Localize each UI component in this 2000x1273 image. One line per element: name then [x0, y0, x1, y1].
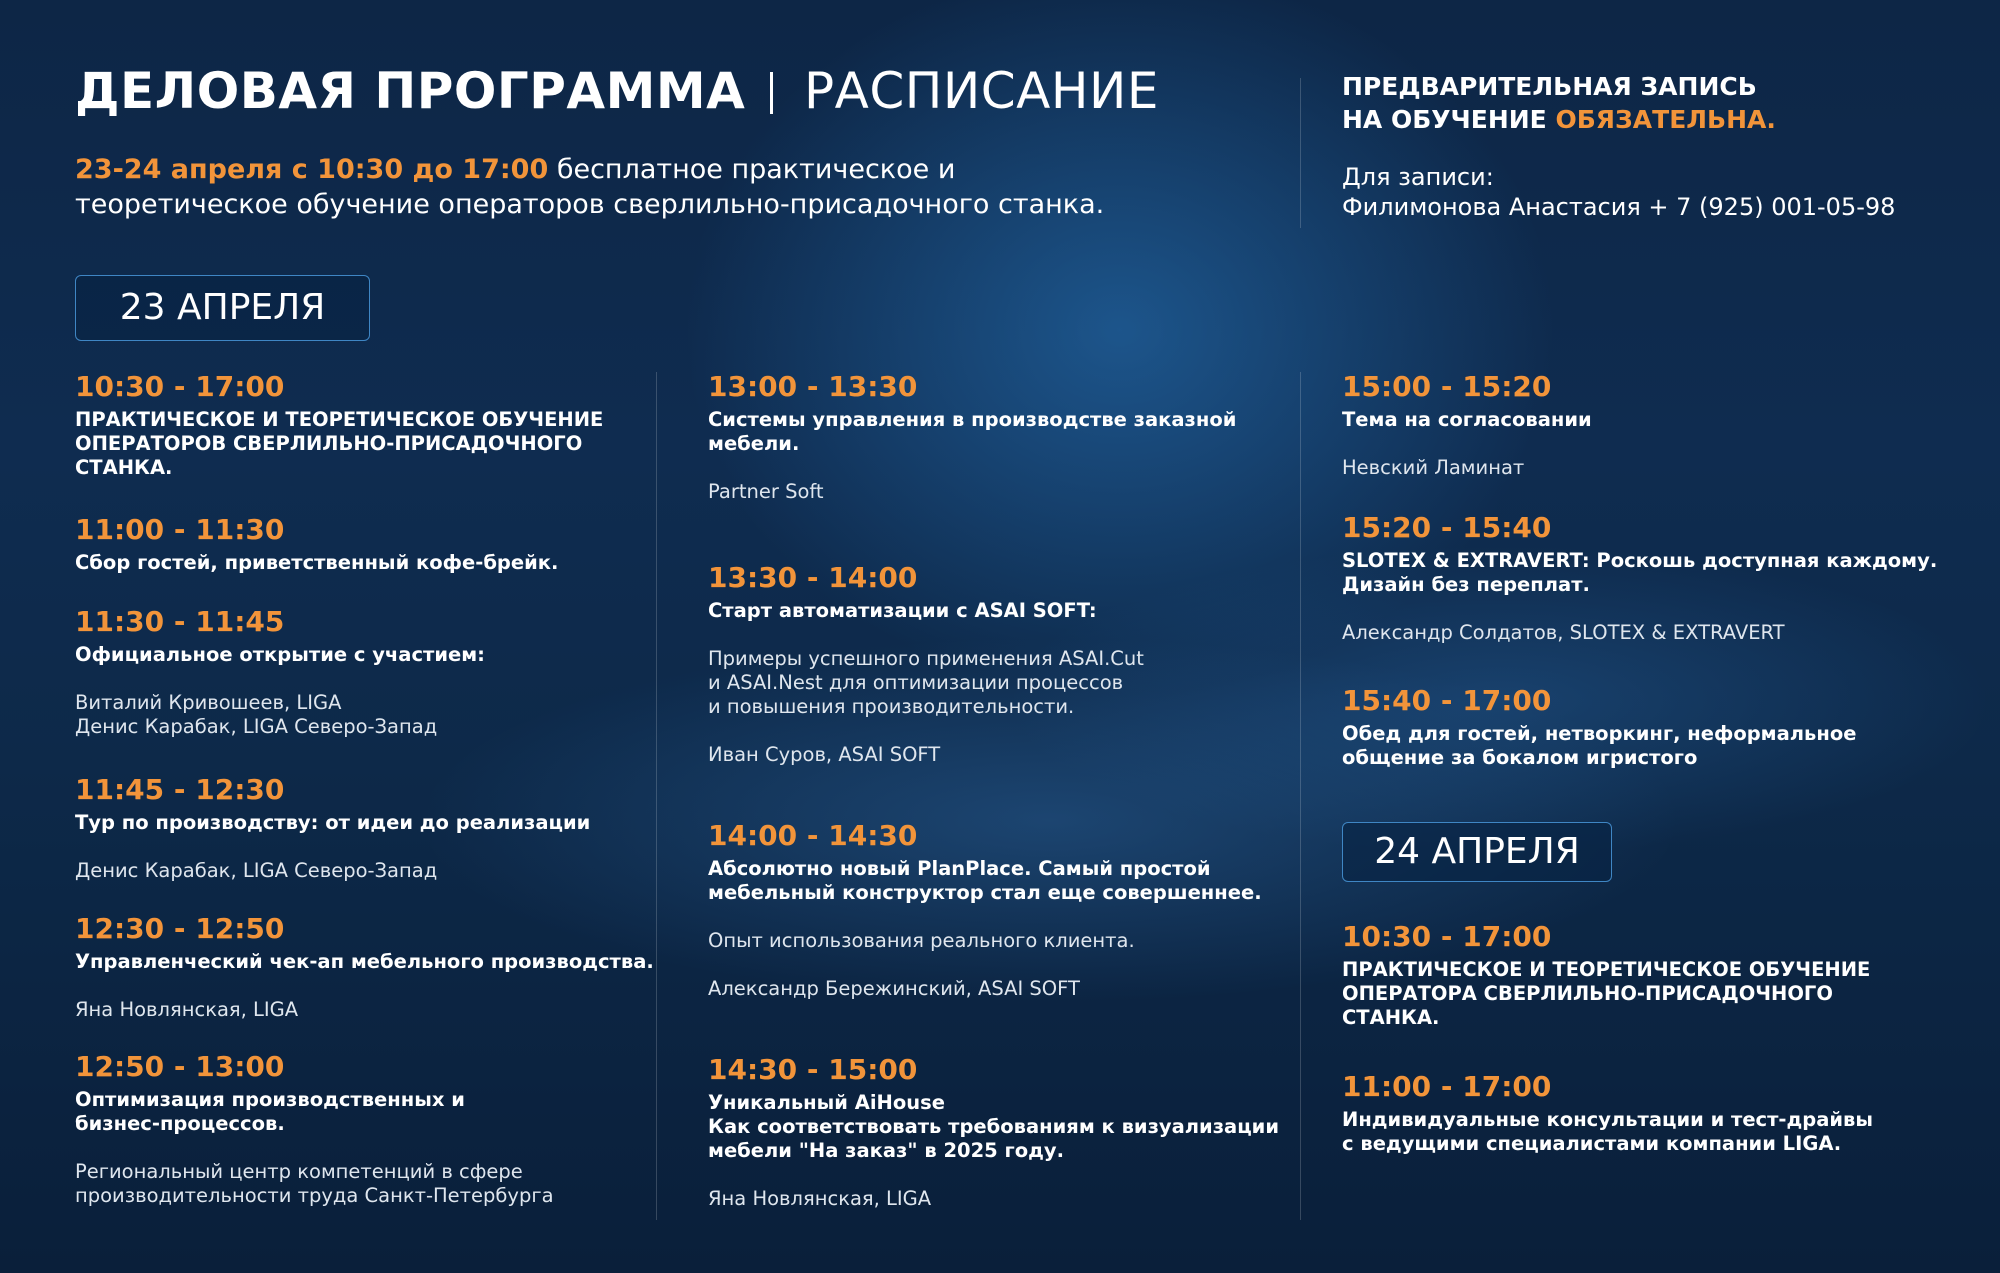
page-title: ДЕЛОВАЯ ПРОГРАММА [75, 62, 746, 120]
schedule-item [1342, 370, 1592, 480]
session-speakers: Денис Карабак, LIGA Северо-Запад [75, 859, 438, 882]
day-badge-2: 24 АПРЕЛЯ [1342, 822, 1612, 882]
intro-dates: 23-24 апреля с 10:30 до 17:00 [75, 154, 549, 185]
schedule-item [75, 513, 558, 575]
session-title: Тема на согласовании [1342, 408, 1592, 431]
session-title: Абсолютно новый PlanPlace. Самый простой мебельный конструктор стал еще совершеннее. [708, 857, 1262, 904]
schedule-item [75, 773, 590, 883]
session-speakers: Виталий Кривошеев, LIGA Денис Карабак, LIGA Северо-Запад [75, 691, 438, 738]
session-time: 15:40 - 17:00 [1342, 684, 1552, 717]
schedule-item [708, 370, 1236, 504]
session-speakers: Региональный центр компетенций в сфере производительности труда Санкт-Петербурга [75, 1160, 554, 1207]
session-title: Уникальный AiHouse Как соответствовать требованиям к визуализации мебели "На заказ" в 2025 году. [708, 1091, 1279, 1162]
session-time: 12:30 - 12:50 [75, 912, 285, 945]
schedule-item [1342, 684, 1856, 770]
session-speakers: Александр Бережинский, ASAI SOFT [708, 977, 1080, 1000]
schedule-item [75, 605, 485, 739]
session-title: ПРАКТИЧЕСКОЕ И ТЕОРЕТИЧЕСКОЕ ОБУЧЕНИЕ ОПЕРАТОРА СВЕРЛИЛЬНО-ПРИСАДОЧНОГО СТАНКА. [1342, 958, 1871, 1029]
session-title: Тур по производству: от идеи до реализации [75, 811, 591, 834]
registration-line-1: ПРЕДВАРИТЕЛЬНАЯ ЗАПИСЬ [1342, 72, 1757, 101]
session-speakers: Иван Суров, ASAI SOFT [708, 743, 941, 766]
title-divider [770, 72, 773, 114]
registration-notice [1342, 70, 1776, 136]
session-title: Официальное открытие с участием: [75, 643, 485, 666]
schedule-item [75, 1050, 554, 1208]
session-time: 15:00 - 15:20 [1342, 370, 1552, 403]
session-time: 13:30 - 14:00 [708, 561, 918, 594]
session-time: 10:30 - 17:00 [75, 370, 285, 403]
registration-required: ОБЯЗАТЕЛЬНА. [1555, 105, 1776, 134]
schedule-item [1342, 920, 1870, 1030]
schedule-item [1342, 511, 1937, 645]
session-time: 11:00 - 11:30 [75, 513, 285, 546]
day-badge-1: 23 АПРЕЛЯ [75, 275, 370, 341]
session-title: Обед для гостей, нетворкинг, неформальное общение за бокалом игристого [1342, 722, 1857, 769]
session-time: 10:30 - 17:00 [1342, 920, 1552, 953]
session-speakers: Яна Новлянская, LIGA [708, 1187, 932, 1210]
session-speakers: Partner Soft [708, 480, 824, 503]
column-divider [1300, 372, 1301, 1220]
session-description: Примеры успешного применения ASAI.Cut и ASAI.Nest для оптимизации процессов и повышения производительности. [708, 647, 1144, 718]
page-subtitle: РАСПИСАНИЕ [804, 62, 1159, 120]
registration-contact [1342, 162, 1895, 222]
session-time: 12:50 - 13:00 [75, 1050, 285, 1083]
session-title: Сбор гостей, приветственный кофе-брейк. [75, 551, 559, 574]
schedule-item [75, 370, 603, 480]
session-title: Управленческий чек-ап мебельного производства. [75, 950, 654, 973]
column-divider [656, 372, 657, 1220]
schedule-item [75, 912, 654, 1022]
session-title: Индивидуальные консультации и тест-драйвы с ведущими специалистами компании LIGA. [1342, 1108, 1874, 1155]
schedule-item [1342, 1070, 1873, 1156]
session-speakers: Александр Солдатов, SLOTEX & EXTRAVERT [1342, 621, 1785, 644]
schedule-item [708, 561, 1144, 767]
schedule-item [708, 1053, 1279, 1211]
intro-text-2: теоретическое обучение операторов сверлильно-присадочного станка. [75, 189, 1105, 220]
session-time: 11:00 - 17:00 [1342, 1070, 1552, 1103]
contact-person: Филимонова Анастасия + 7 (925) 001-05-98 [1342, 193, 1896, 221]
session-time: 14:30 - 15:00 [708, 1053, 918, 1086]
session-title: Системы управления в производстве заказной мебели. [708, 408, 1237, 455]
session-title: Оптимизация производственных и бизнес-процессов. [75, 1088, 465, 1135]
session-description: Опыт использования реального клиента. [708, 929, 1135, 952]
session-speakers: Невский Ламинат [1342, 456, 1525, 479]
contact-label: Для записи: [1342, 163, 1494, 191]
session-time: 11:30 - 11:45 [75, 605, 285, 638]
session-title: Старт автоматизации с ASAI SOFT: [708, 599, 1097, 622]
header-divider [1300, 78, 1301, 228]
session-title: SLOTEX & EXTRAVERT: Роскошь доступная каждому. Дизайн без переплат. [1342, 549, 1938, 596]
session-title: ПРАКТИЧЕСКОЕ И ТЕОРЕТИЧЕСКОЕ ОБУЧЕНИЕ ОПЕРАТОРОВ СВЕРЛИЛЬНО-ПРИСАДОЧНОГО СТАНКА. [75, 408, 604, 479]
session-time: 14:00 - 14:30 [708, 819, 918, 852]
session-speakers: Яна Новлянская, LIGA [75, 998, 299, 1021]
session-time: 11:45 - 12:30 [75, 773, 285, 806]
schedule-item [708, 819, 1262, 1001]
intro-text [75, 152, 1275, 222]
registration-line-2: НА ОБУЧЕНИЕ ОБЯЗАТЕЛЬНА. [1342, 105, 1776, 134]
intro-text-1: бесплатное практическое и [548, 154, 956, 185]
session-time: 13:00 - 13:30 [708, 370, 918, 403]
session-time: 15:20 - 15:40 [1342, 511, 1552, 544]
